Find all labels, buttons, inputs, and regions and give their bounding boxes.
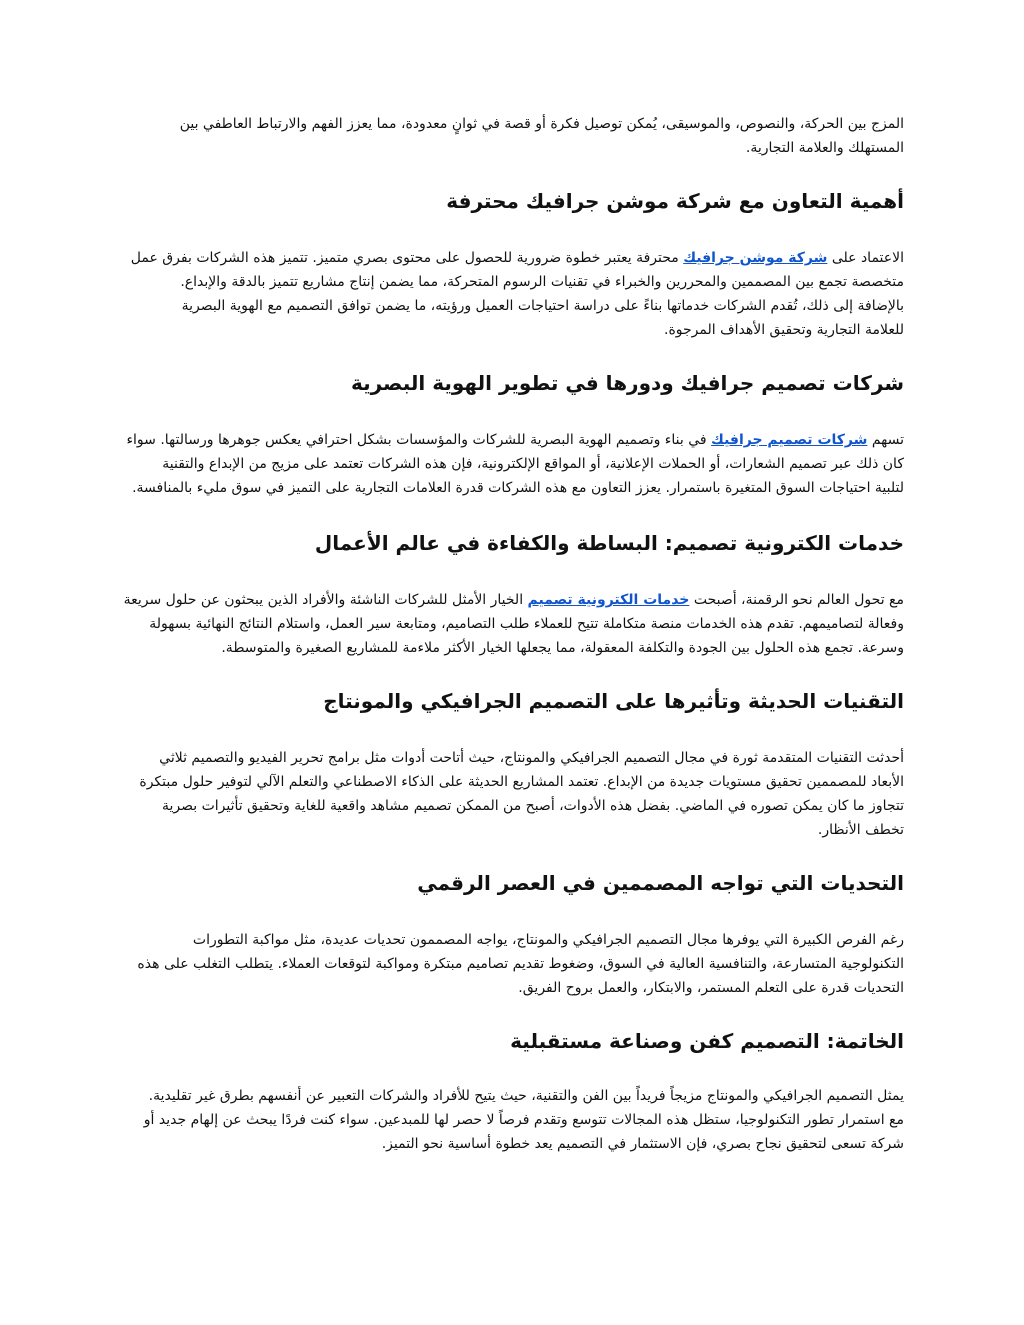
section-heading: أهمية التعاون مع شركة موشن جرافيك محترفة <box>446 189 904 213</box>
paragraph-line: التحديات قدرة على التعلم المستمر، والابتكار، والعمل بروح الفريق. <box>518 980 904 996</box>
paragraph-line: لتلبية احتياجات السوق المتغيرة باستمرار. يعزز التعاون مع هذه الشركات قدرة العلامات التجارية على التميز في سوق مليء بالمنافسة. <box>132 480 904 496</box>
section-paragraph <box>120 588 904 660</box>
document-page <box>120 112 904 1156</box>
paragraph-line: للعلامة التجارية وتحقيق الأهداف المرجوة. <box>664 322 904 338</box>
paragraph-line: مع استمرار تطور التكنولوجيا، ستظل هذه المجالات تتوسع وتقدم فرصاً لا حصر لها للمبدعين. سواء كنت فردًا يبحث عن إلهام جديد أو <box>143 1112 904 1128</box>
paragraph-text: في بناء وتصميم الهوية البصرية للشركات والمؤسسات بشكل احترافي يعكس جوهرها ورسالتها. سواء <box>126 432 712 448</box>
section-paragraph <box>120 428 904 500</box>
section-paragraph <box>120 246 904 342</box>
paragraph-line: متخصصة تجمع بين المصممين والمحررين والخبراء في تقنيات الرسوم المتحركة، مما يضمن إنتاج مشاريع تتميز بالدقة والإبداع. <box>180 274 904 290</box>
paragraph-line: كان ذلك عبر تصميم الشعارات، أو الحملات الإعلانية، أو المواقع الإلكترونية، فإن هذه الشركات تعتمد على مزيج من الإبداع والتقنية <box>162 456 904 472</box>
online-design-services-link[interactable]: خدمات الكترونية تصميم <box>527 592 690 608</box>
paragraph-text: مع تحول العالم نحو الرقمنة، أصبحت <box>689 592 904 608</box>
paragraph-line: الأبعاد للمصممين تحقيق مستويات جديدة من الإبداع. تعتمد المشاريع الحديثة على الذكاء الاصطناعي والتعلم الآلي لتوفير حلول مبتكرة <box>139 774 904 790</box>
paragraph-text: تسهم <box>867 432 904 448</box>
motion-graphics-company-link[interactable]: شركة موشن جرافيك <box>683 250 828 266</box>
paragraph-text: الاعتماد على <box>827 250 904 266</box>
section-paragraph <box>120 928 904 1000</box>
paragraph-line: وفعالة لتصاميمهم. تقدم هذه الخدمات منصة متكاملة تتيح للعملاء طلب التصاميم، ومتابعة سير العمل، واستلام النتائج النهائية بسهولة <box>149 616 904 632</box>
paragraph-line: رغم الفرص الكبيرة التي يوفرها مجال التصميم الجرافيكي والمونتاج، يواجه المصممون تحديات عديدة، مثل مواكبة التطورات <box>192 932 904 948</box>
section-heading: التحديات التي تواجه المصممين في العصر الرقمي <box>417 871 904 895</box>
paragraph-text: محترفة يعتبر خطوة ضرورية للحصول على محتوى بصري متميز. تتميز هذه الشركات بفرق عمل <box>130 250 684 266</box>
paragraph-text: الخيار الأمثل للشركات الناشئة والأفراد الذين يبحثون عن حلول سريعة <box>123 592 528 608</box>
paragraph-line: يمثل التصميم الجرافيكي والمونتاج مزيجاً فريداً بين الفن والتقنية، حيث يتيح للأفراد والشركات التعبير عن أنفسهم بطرق غير تقليدية. <box>148 1088 904 1104</box>
section-heading: التقنيات الحديثة وتأثيرها على التصميم الجرافيكي والمونتاج <box>323 689 904 713</box>
paragraph-line: التكنولوجية المتسارعة، والتنافسية العالية في السوق، وضغوط تقديم تصاميم مبتكرة ومواكبة لتوقعات العملاء. يتطلب التغلب على هذه <box>137 956 904 972</box>
intro-line: المزج بين الحركة، والنصوص، والموسيقى، يُمكن توصيل فكرة أو قصة في ثوانٍ معدودة، مما يعزز الفهم والارتباط العاطفي بين <box>179 116 904 132</box>
section-heading: شركات تصميم جرافيك ودورها في تطوير الهوية البصرية <box>350 371 904 395</box>
section-heading: خدمات الكترونية تصميم: البساطة والكفاءة في عالم الأعمال <box>314 531 904 555</box>
graphic-design-companies-link[interactable]: شركات تصميم جرافيك <box>711 432 868 448</box>
paragraph-line: تتجاوز ما كان يمكن تصوره في الماضي. بفضل هذه الأدوات، أصبح من الممكن تصميم مشاهد واقعية للغاية وتحقيق تأثيرات بصرية <box>162 798 904 814</box>
section-paragraph <box>120 746 904 842</box>
paragraph-line: وسرعة. تجمع هذه الحلول بين الجودة والتكلفة المعقولة، مما يجعلها الخيار الأكثر ملاءمة للمشاريع الصغيرة والمتوسطة. <box>221 640 904 656</box>
paragraph-line <box>120 588 904 612</box>
paragraph-line: أحدثت التقنيات المتقدمة ثورة في مجال التصميم الجرافيكي والمونتاج، حيث أتاحت أدوات مثل برامج تحرير الفيديو والتصميم ثلاثي <box>159 750 904 766</box>
section-heading: الخاتمة: التصميم كفن وصناعة مستقبلية <box>510 1029 904 1053</box>
paragraph-line <box>120 428 904 452</box>
paragraph-line: شركة تسعى لتحقيق نجاح بصري، فإن الاستثمار في التصميم يعد خطوة أساسية نحو التميز. <box>381 1136 904 1152</box>
paragraph-line <box>120 246 904 270</box>
intro-line: المستهلك والعلامة التجارية. <box>745 140 904 156</box>
paragraph-line: بالإضافة إلى ذلك، تُقدم الشركات خدماتها بناءً على دراسة احتياجات العميل ورؤيته، ما يضمن توافق التصميم مع الهوية البصرية <box>181 298 904 314</box>
section-paragraph <box>120 1084 904 1156</box>
paragraph-line: تخطف الأنظار. <box>817 822 904 838</box>
intro-paragraph <box>120 112 904 160</box>
